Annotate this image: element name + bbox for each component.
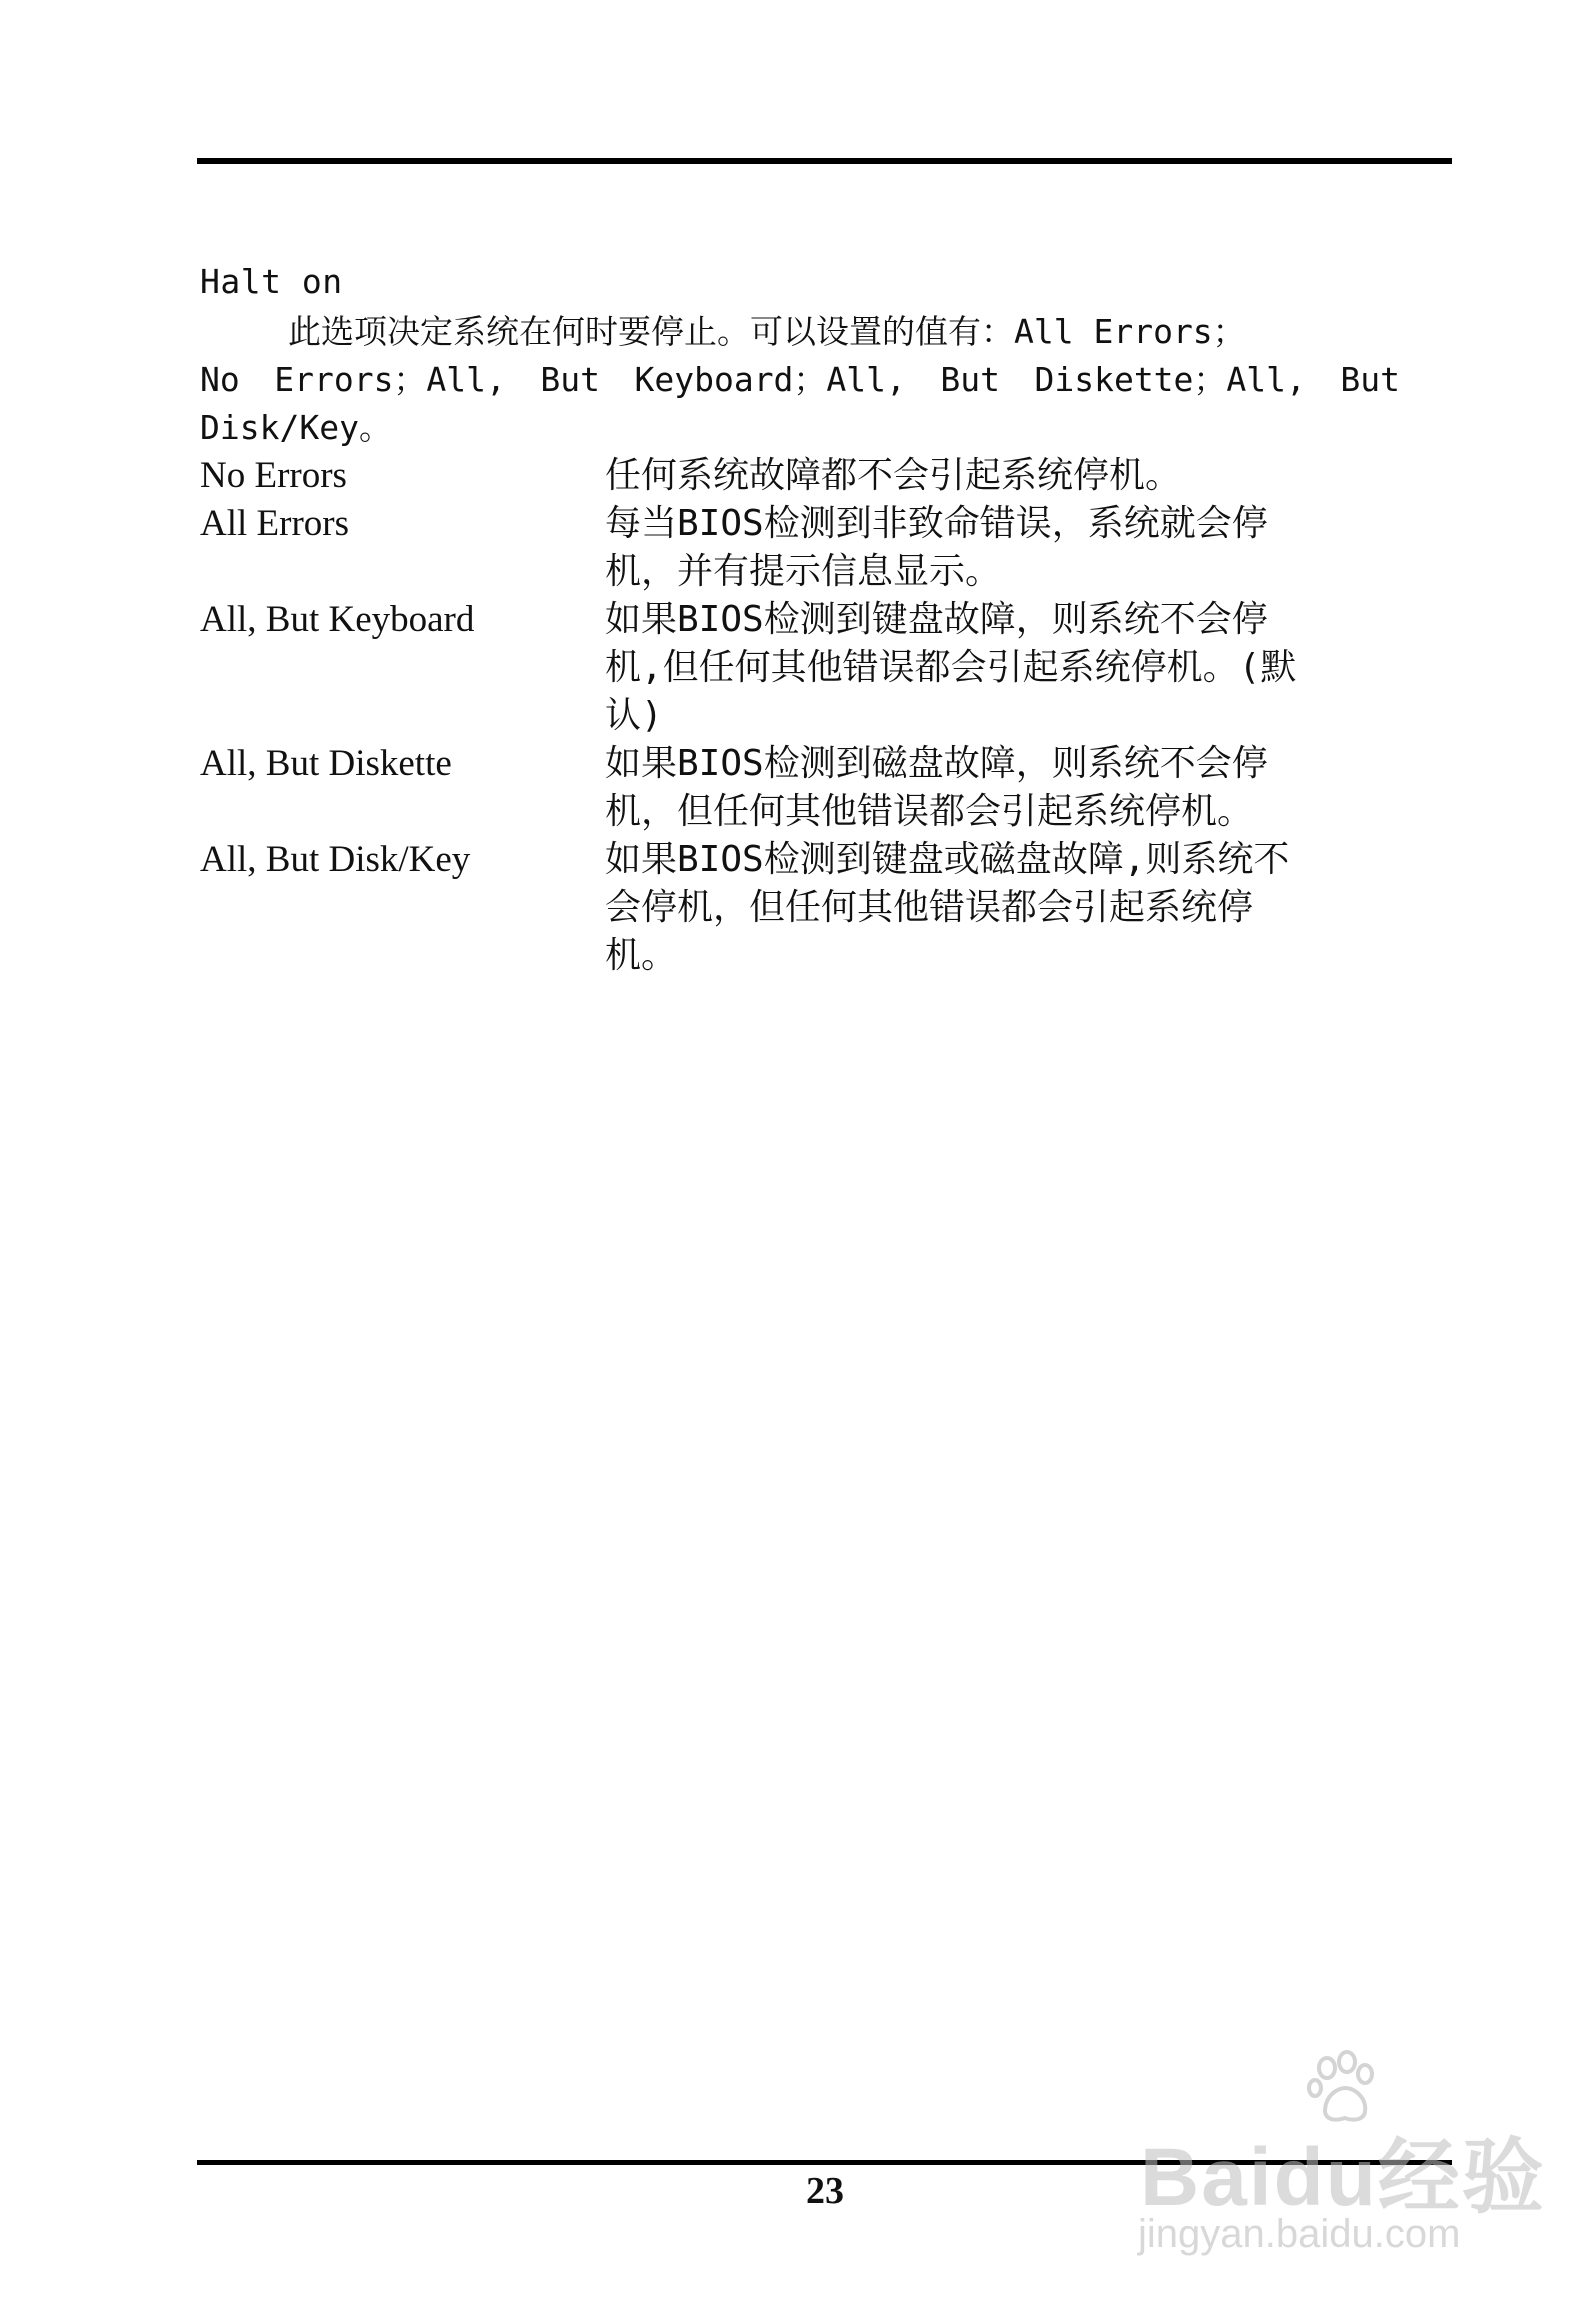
option-description-line: 任何系统故障都不会引起系统停机。 bbox=[605, 455, 1182, 496]
option-description-line: 如果BIOS检测到磁盘故障，则系统不会停 bbox=[605, 743, 1268, 784]
option-description bbox=[605, 596, 1395, 740]
intro-line: Disk/Key。 bbox=[200, 408, 392, 447]
option-term: All Errors bbox=[200, 503, 349, 544]
intro-paragraph bbox=[200, 308, 1410, 452]
watermark-url: jingyan.baidu.com bbox=[1138, 2212, 1461, 2256]
option-term: All, But Keyboard bbox=[200, 599, 475, 640]
option-description-line: 认) bbox=[605, 695, 663, 736]
option-description-line: 如果BIOS检测到键盘故障，则系统不会停 bbox=[605, 599, 1268, 640]
option-description-line: 如果BIOS检测到键盘或磁盘故障,则系统不 bbox=[605, 839, 1290, 880]
option-term: No Errors bbox=[200, 455, 347, 496]
watermark bbox=[1120, 2050, 1546, 2280]
option-description bbox=[605, 836, 1395, 980]
option-description-line: 机。 bbox=[605, 935, 678, 976]
option-description-line: 会停机，但任何其他错误都会引起系统停 bbox=[605, 887, 1254, 928]
watermark-brand: Baidu经验 bbox=[1140, 2132, 1546, 2223]
option-description-line: 每当BIOS检测到非致命错误，系统就会停 bbox=[605, 503, 1268, 544]
header-rule bbox=[197, 158, 1452, 164]
option-description bbox=[605, 740, 1395, 836]
option-list bbox=[200, 452, 1450, 980]
option-description-line: 机，并有提示信息显示。 bbox=[605, 551, 1002, 592]
option-term: All, But Disk/Key bbox=[200, 839, 471, 880]
option-row bbox=[200, 596, 1450, 740]
option-description-line: 机,但任何其他错误都会引起系统停机。(默 bbox=[605, 647, 1297, 688]
option-description-line: 机，但任何其他错误都会引起系统停机。 bbox=[605, 791, 1254, 832]
page-number: 23 bbox=[806, 2170, 844, 2212]
option-row bbox=[200, 500, 1450, 596]
option-row bbox=[200, 452, 1450, 500]
option-term: All, But Diskette bbox=[200, 743, 452, 784]
section-heading: Halt on bbox=[200, 262, 343, 301]
option-row bbox=[200, 836, 1450, 980]
option-description bbox=[605, 452, 1395, 500]
intro-line: 此选项决定系统在何时要停止。可以设置的值有：All Errors； bbox=[288, 312, 1246, 351]
option-description bbox=[605, 500, 1395, 596]
option-row bbox=[200, 740, 1450, 836]
document-body bbox=[200, 258, 1450, 980]
intro-line: No Errors；All, But Keyboard；All, But Diskette；All, But bbox=[200, 360, 1400, 399]
